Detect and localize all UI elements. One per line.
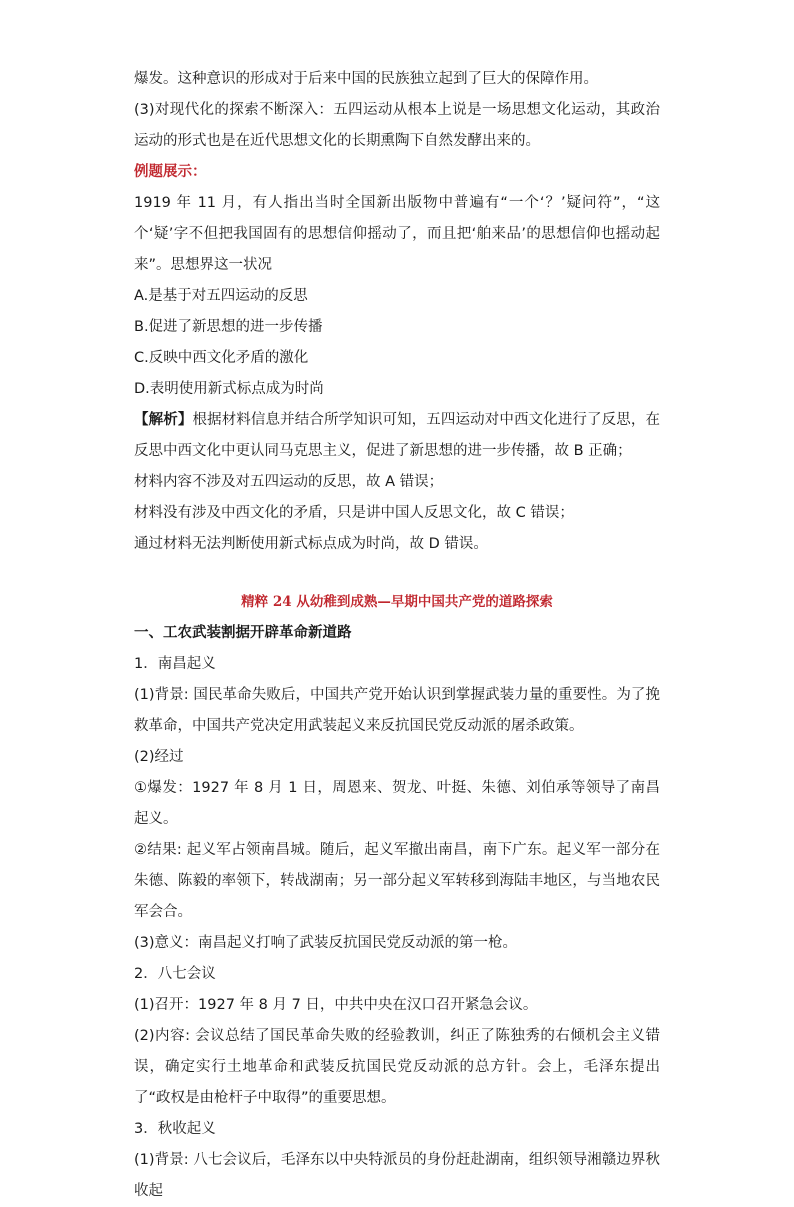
option-b: B.促进了新思想的进一步传播 (134, 319, 323, 335)
content-line: (3)意义：南昌起义打响了武装反抗国民党反动派的第一枪。 (134, 935, 518, 951)
analysis-paragraph (134, 405, 660, 467)
example-heading: 例题展示： (134, 164, 207, 180)
content-line: (1)背景: 国民革命失败后，中国共产党开始认识到掌握武装力量的重要性。为了挽救革命，中国共产党决定用武装起义来反抗国民党反动派的屠杀政策。 (134, 687, 660, 734)
question-text: 1919 年 11 月，有人指出当时全国新出版物中普遍有“一个‘？’疑问符”，“这个‘疑’字不但把我国固有的思想信仰摇动了，而且把‘舶来品’的思想信仰也摇动起来”。思想界这一状况 (134, 195, 660, 273)
analysis-line: 材料内容不涉及对五四运动的反思，故 A 错误； (134, 474, 444, 490)
paragraph: (3)对现代化的探索不断深入：五四运动从根本上说是一场思想文化运动，其政治运动的形式也是在近代思想文化的长期熏陶下自然发酵出来的。 (134, 102, 660, 149)
analysis-label: 【解析】 (134, 412, 193, 428)
analysis-text: 根据材料信息并结合所学知识可知，五四运动对中西文化进行了反思，在反思中西文化中更认同马克思主义，促进了新思想的进一步传播，故 B 正确； (134, 412, 661, 459)
content-line: 3．秋收起义 (134, 1121, 216, 1137)
option-a: A.是基于对五四运动的反思 (134, 288, 308, 304)
content-line: (2)经过 (134, 749, 184, 765)
paragraph: 爆发。这种意识的形成对于后来中国的民族独立起到了巨大的保障作用。 (134, 71, 598, 87)
analysis-line: 材料没有涉及中西文化的矛盾，只是讲中国人反思文化，故 C 错误； (134, 505, 574, 521)
content-line: (1)背景: 八七会议后，毛泽东以中央特派员的身份赶赴湖南，组织领导湘赣边界秋收起 (134, 1152, 660, 1199)
section-title: 精粹 24 从幼稚到成熟—早期中国共产党的道路探索 (241, 594, 553, 610)
content-line: 1．南昌起义 (134, 656, 216, 672)
content-line: ②结果: 起义军占领南昌城。随后，起义军撤出南昌，南下广东。起义军一部分在朱德、陈毅的率领下，转战湖南；另一部分起义军转移到海陆丰地区，与当地农民军会合。 (134, 842, 660, 920)
content-line: (1)召开：1927 年 8 月 7 日，中共中央在汉口召开紧急会议。 (134, 997, 538, 1013)
content-line: (2)内容: 会议总结了国民革命失败的经验教训，纠正了陈独秀的右倾机会主义错误，确定实行土地革命和武装反抗国民党反动派的总方针。会上，毛泽东提出了“政权是由枪杆子中取得”的重要思想。 (134, 1028, 660, 1106)
option-c: C.反映中西文化矛盾的激化 (134, 350, 309, 366)
section-subtitle: 一、工农武装割据开辟革命新道路 (134, 625, 352, 641)
content-line: ①爆发：1927 年 8 月 1 日，周恩来、贺龙、叶挺、朱德、刘伯承等领导了南昌起义。 (134, 780, 660, 827)
analysis-line: 通过材料无法判断使用新式标点成为时尚，故 D 错误。 (134, 536, 488, 552)
content-line: 2．八七会议 (134, 966, 216, 982)
option-d: D.表明使用新式标点成为时尚 (134, 381, 324, 397)
